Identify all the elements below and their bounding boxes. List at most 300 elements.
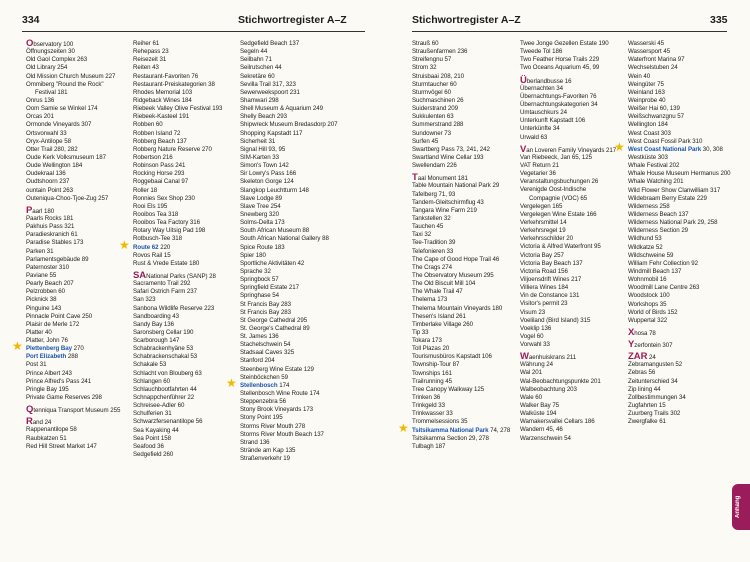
index-entry: Visitor's permit 23 (520, 300, 568, 308)
index-entry: Private Game Reserves 298 (26, 394, 102, 402)
index-entry: Prince Alfred's Pass 241 (26, 377, 92, 385)
index-entry: Veranstaltungsbuchungen 26 (520, 178, 599, 186)
index-entry: Taxi 32 (412, 231, 432, 239)
index-entry: Schlangen 60 (133, 377, 170, 385)
index-entry: Oude Kerk Volksmuseum 187 (26, 153, 106, 161)
index-entry: Sea Point 158 (133, 434, 171, 442)
index-entry: Rust & Vrede Estate 180 (133, 259, 200, 267)
index-entry: Walküste 194 (520, 410, 557, 418)
index-entry: Victoria & Alfred Waterfront 95 (520, 243, 601, 251)
index-entry: Scarborough 147 (133, 337, 180, 345)
header-rule-right (412, 31, 727, 32)
index-entry: Seilrutschen 44 (240, 64, 282, 72)
index-entry: Sundowner 73 (412, 129, 452, 137)
index-entry: Wal-Beobachtungspunkte 201 (520, 377, 601, 385)
index-entry: Suchmaschinen 26 (412, 96, 464, 104)
index-entry: Schlauchbootfahrten 44 (133, 385, 197, 393)
index-entry: Reiten 43 (133, 64, 159, 72)
section-letter: P (26, 204, 33, 216)
index-entry: Signal Hill 93, 95 (240, 145, 286, 153)
index-entry: Wassersport 45 (628, 48, 671, 56)
index-entry: Toll Plazas 20 (412, 345, 450, 353)
index-entry: Suiderstrand 209 (412, 105, 458, 113)
index-entry: Strauß 60 (412, 40, 439, 47)
index-entry: Tourismusbüros Kapstadt 106 (412, 353, 492, 361)
index-entry: Riebeek Valley Olive Festival 193 (133, 105, 223, 113)
index-entry: Workshops 35 (628, 300, 667, 308)
index-entry: Sir Lowry's Pass 166 (240, 170, 297, 178)
index-entry: Two Oceans Aquarium 45, 99 (520, 64, 600, 72)
side-tab-label: Anhang (735, 495, 741, 519)
index-entry: Stanford 204 (240, 357, 275, 365)
index-entry: Shopping Kapstadt 117 (240, 129, 303, 137)
index-entry: Compagnie (VOC) 65 (529, 194, 588, 202)
index-entry: Verkehrsregel 19 (520, 227, 566, 235)
index-entry: Rooi Els 195 (133, 202, 168, 210)
index-entry: Wein 40 (628, 72, 651, 80)
section-letter: Q (26, 404, 34, 416)
index-entry: Rovos Rail 15 (133, 251, 171, 259)
index-entry: Waterfront Marina 97 (628, 56, 685, 64)
index-entry: Zip lining 44 (628, 385, 661, 393)
index-entry: Timberlake Village 260 (412, 320, 474, 328)
index-entry: Qtenniqua Transport Museum 255 (26, 404, 121, 416)
index-entry: Paradise Stables 173 (26, 239, 84, 247)
index-entry: Wal 201 (520, 369, 542, 377)
index-entry: Old Library 254 (26, 64, 68, 72)
index-entry: Oryx-Antilope 58 (26, 137, 71, 145)
index-entry: Platter, John 76 (26, 337, 68, 345)
index-entry: Saronsberg Cellar 190 (133, 328, 194, 336)
index-entry: Tokara 173 (412, 337, 442, 345)
index-entry: Wilderness Section 29 (628, 227, 689, 235)
index-entry: Übernachten 34 (520, 84, 563, 92)
index-entry: Shamwari 298 (240, 96, 279, 104)
index-entry: Tauchen 45 (412, 223, 444, 231)
index-entry: Seilbahn 71 (240, 56, 272, 64)
index-entry: Sacramento Trail 292 (133, 280, 191, 288)
index-entry: World of Birds 152 (628, 308, 678, 316)
index-entry: Zebras 56 (628, 369, 656, 377)
index-entry: Wasserski 45 (628, 40, 665, 47)
index-entry: Riebeek-Kasteel 191 (133, 113, 190, 121)
index-entry: Rotbusch-Tee 318 (133, 235, 183, 243)
index-entry: Simon's Town 142 (240, 162, 289, 170)
index-entry: Paradieskranich 61 (26, 231, 78, 239)
index-entry: Tulbagh 187 (412, 442, 446, 450)
index-entry: Tangara Wine Farm 219 (412, 206, 477, 214)
index-entry: Wildkatze 52 (628, 243, 663, 251)
index-entry: Orcas 201 (26, 113, 54, 121)
index-entry: The Old Biscuit Mill 104 (412, 280, 476, 288)
index-entry: Sanbona Wildlife Reserve 223 (133, 304, 215, 312)
index-entry: Zollbestimmungen 34 (628, 393, 686, 401)
index-entry: Swellendam 226 (412, 162, 457, 170)
index-entry: Ridgeback Wines 184 (133, 96, 192, 104)
index-entry: Wuppertal 322 (628, 316, 668, 324)
header-title-right: Stichwortregister A–Z (412, 14, 521, 26)
index-entry: San 323 (133, 296, 156, 304)
index-entry: Springhase 54 (240, 292, 279, 300)
highlight-entry: West Coast National Park (628, 145, 702, 153)
index-entry: Solms-Delta 173 (240, 219, 285, 227)
index-entry: Trailrunning 45 (412, 377, 452, 385)
index-entry: Ommiberg "Round the Rock" (26, 80, 104, 88)
index-entry: Shell Museum & Aquarium 249 (240, 105, 323, 113)
index-entry: Tsitsikamma Section 29, 278 (412, 434, 489, 442)
index-entry: Wohnmobil 16 (628, 276, 667, 284)
index-entry: Paarls Rocks 181 (26, 214, 74, 222)
index-entry: Streifengnu 57 (412, 56, 452, 64)
index-column-3 (240, 40, 337, 463)
index-entry: Sandboarding 43 (133, 312, 180, 320)
index-entry: SIM-Karten 33 (240, 153, 279, 161)
index-entry: Observatory 100 (26, 38, 74, 49)
index-entry: Twee Jonge Gezellen Estate 190 (520, 40, 609, 47)
section-letter: W (520, 351, 529, 363)
index-entry: Tandem-Gleitschirmflug 43 (412, 198, 484, 206)
index-entry: Roller 18 (133, 186, 158, 194)
index-entry: Raubkatzen 51 (26, 434, 67, 442)
index-entry: Thesen's Island 261 (412, 312, 466, 320)
index-entry: Tweede Tol 186 (520, 48, 563, 56)
section-letter: V (520, 143, 527, 155)
index-entry: West Coast 303 (628, 129, 671, 137)
index-entry: Victoria Bay 257 (520, 251, 564, 259)
index-entry: Stachelschwein 54 (240, 341, 291, 349)
index-entry: Plaisir de Merle 172 (26, 320, 80, 328)
index-entry: Whale Watching 201 (628, 178, 684, 186)
index-entry: Pringle Bay 195 (26, 385, 69, 393)
index-entry: Vergelegen Wine Estate 166 (520, 210, 597, 218)
index-entry: Oudtshoorn 237 (26, 178, 70, 186)
index-entry: Swartland Wine Cellar 193 (412, 153, 484, 161)
index-entry: Wildebraam Berry Estate 229 (628, 194, 707, 202)
index-entry: Whale House Museum Hermanus 200 (628, 170, 731, 178)
index-entry: Van Loveren Family Vineyards 217 (520, 143, 617, 155)
index-entry: Robben Island 72 (133, 129, 181, 137)
index-entry: Picknick 38 (26, 296, 57, 304)
index-entry: Wildhund 53 (628, 235, 662, 243)
index-entry: Storms River Mouth 278 (240, 422, 306, 430)
index-entry: Strom 32 (412, 64, 437, 72)
index-entry: Safari Ostrich Farm 237 (133, 288, 198, 296)
index-entry: Wilderness National Park 29, 258 (628, 219, 718, 227)
index-entry: Sea Kayaking 44 (133, 426, 179, 434)
index-entry: Prince Albert 243 (26, 369, 72, 377)
index-entry: Weißer Hai 60, 139 (628, 105, 680, 113)
index-entry: Weißschwanzgnu 57 (628, 113, 685, 121)
index-entry: Sukkulenten 63 (412, 113, 454, 121)
index-entry: Two Feather Horse Trails 229 (520, 56, 600, 64)
index-entry: Viljoensdrift Wines 217 (520, 275, 582, 283)
index-entry: Slave Lodge 89 (240, 194, 282, 202)
index-entry: Swartberg Pass 73, 241, 242 (412, 145, 490, 153)
index-entry: Storms River Mouth Beach 137 (240, 430, 324, 438)
index-entry: ★ Tsitsikamma National Park 74, 278 (412, 427, 510, 435)
index-entry: Vogel 60 (520, 332, 544, 340)
index-entry: Währung 24 (520, 361, 553, 369)
index-entry: Westküste 303 (628, 153, 668, 161)
index-entry: Stadsaal Caves 325 (240, 349, 295, 357)
index-entry: Platter 40 (26, 328, 52, 336)
index-entry: Spice Route 183 (240, 243, 285, 251)
header-rule-left (22, 31, 365, 32)
index-entry: Schakale 53 (133, 361, 167, 369)
index-entry: Walker Bay 75 (520, 402, 560, 410)
index-entry: Umtauschkurs 24 (520, 109, 568, 117)
index-entry: Pakhuis Pass 321 (26, 223, 75, 231)
index-entry: ountain Point 263 (26, 186, 73, 194)
index-entry: Tree Canopy Walkway 125 (412, 385, 485, 393)
index-entry: Restaurant-Preiskategorien 38 (133, 80, 215, 88)
index-entry: Straußenfarmen 236 (412, 48, 468, 56)
index-entry: Strand 136 (240, 438, 270, 446)
header-page-number-right: 335 (710, 14, 728, 26)
index-entry: Robinson Pass 241 (133, 162, 186, 170)
index-entry: ★ Plettenberg Bay 270 (26, 345, 120, 353)
index-entry: Sevilla Trail 317, 323 (240, 80, 296, 88)
index-entry: Sedgefield Beach 137 (240, 40, 300, 47)
index-entry: Zugfahrten 15 (628, 402, 666, 410)
index-entry: Segeln 44 (240, 48, 268, 56)
header-page-number-left: 334 (22, 14, 40, 26)
index-entry: Unterkunft Kapstadt 106 (520, 117, 586, 125)
index-entry: Xhosa 78 (628, 326, 656, 338)
section-letter: X (628, 326, 635, 338)
section-letter: O (26, 38, 34, 49)
highlight-entry: Stellenbosch (240, 381, 278, 389)
index-entry: St Francis Bay 283 (240, 300, 291, 308)
index-entry: Windmill Beach 137 (628, 267, 682, 275)
index-entry: The Observatory Museum 295 (412, 271, 494, 279)
index-entry: Schreisee-Adler 60 (133, 402, 185, 410)
index-entry: VAT Return 21 (520, 161, 559, 169)
index-entry: Sedgefield 260 (133, 451, 174, 459)
index-entry: Snewberg 320 (240, 210, 280, 218)
index-entry: Tip 33 (412, 328, 429, 336)
index-entry: Parken 31 (26, 247, 54, 255)
index-entry: Slangkop Leuchtturm 148 (240, 186, 309, 194)
index-entry: Pinnacle Point Cave 250 (26, 312, 93, 320)
index-entry: Sandy Bay 136 (133, 320, 175, 328)
index-entry: Table Mountain National Park 29 (412, 182, 500, 190)
index-entry: Voeliland (Bird Island) 315 (520, 316, 591, 324)
index-entry: Übernachtungs-Favoriten 76 (520, 92, 597, 100)
index-entry: Übernachtungskategorien 34 (520, 100, 598, 108)
index-entry: Rhodes Memorial 103 (133, 88, 193, 96)
index-entry: Tee-Tradition 39 (412, 239, 456, 247)
index-entry: Sewerweekspoort 231 (240, 88, 300, 96)
index-entry: Festival 181 (35, 88, 68, 96)
index-entry: Rocking Horse 293 (133, 170, 185, 178)
index-entry: Oude Wellington 184 (26, 162, 83, 170)
index-entry: Onrus 136 (26, 96, 55, 104)
index-entry: Visum 23 (520, 308, 546, 316)
index-entry: Wellington 184 (628, 121, 668, 129)
index-entry: Villiera Wines 184 (520, 284, 569, 292)
index-entry: Stony Brook Vineyards 173 (240, 406, 314, 414)
index-entry: Wandern 45, 46 (520, 426, 563, 434)
index-entry: The Crags 274 (412, 263, 452, 271)
index-entry: Taal Monument 181 (412, 172, 468, 184)
index-entry: Verenigde Oost-Indische (520, 186, 587, 194)
index-column-4 (412, 40, 510, 451)
index-entry: Trinken 36 (412, 394, 441, 402)
index-entry: Woodstock 100 (628, 292, 670, 300)
index-entry: St. James 136 (240, 333, 279, 341)
index-entry: Ronnies Sex Shop 230 (133, 194, 195, 202)
index-entry: Oom Samie se Winkel 174 (26, 105, 98, 113)
section-letter: Y (628, 339, 635, 351)
index-entry: Thelema Mountain Vineyards 180 (412, 304, 503, 312)
index-entry: Tankstellen 32 (412, 214, 451, 222)
highlight-entry: Plettenberg Bay (26, 345, 73, 353)
index-entry: Pinguine 143 (26, 304, 62, 312)
index-entry: Woodmill Lane Centre 263 (628, 284, 700, 292)
index-entry: Warzenschwein 54 (520, 434, 571, 442)
index-entry: ★ West Coast National Park 30, 308 (628, 146, 731, 154)
index-entry: Rappenantilope 58 (26, 426, 77, 434)
index-entry: Schulferien 31 (133, 410, 172, 418)
index-entry: Slave Tree 254 (240, 202, 281, 210)
index-entry: Roggebaai Canal 97 (133, 178, 189, 186)
index-entry: Sturmvögel 60 (412, 88, 451, 96)
highlight-entry: Port Elizabeth (26, 353, 67, 361)
index-entry: Reiher 61 (133, 40, 160, 47)
index-entry: Vorwahl 33 (520, 341, 550, 349)
index-column-5 (520, 40, 616, 443)
index-column-1 (26, 40, 120, 451)
index-entry: Spier 180 (240, 251, 266, 259)
index-entry: Wale 60 (520, 393, 542, 401)
index-entry: Sekretäre 60 (240, 72, 275, 80)
index-entry: Steppenzebra 56 (240, 398, 287, 406)
header-title-left: Stichwortregister A–Z (238, 14, 347, 26)
index-entry: The Whale Trail 47 (412, 288, 463, 296)
index-entry: Straßenverkehr 19 (240, 455, 291, 463)
index-entry: Seafood 36 (133, 442, 164, 450)
index-entry: Walbeobachtung 203 (520, 385, 577, 393)
index-entry: Überlandbusse 16 (520, 74, 572, 86)
section-letter: Ü (520, 74, 527, 86)
index-entry: Skeleton Gorge 124 (240, 178, 294, 186)
section-letter: T (412, 172, 418, 184)
index-entry: Verkehrsschilder 20 (520, 235, 573, 243)
index-entry: Schnappchenführer 22 (133, 394, 195, 402)
section-letter: ZAR (628, 351, 648, 363)
index-entry: Wildschweine 59 (628, 251, 674, 259)
index-entry: Parlamentsgebäude 89 (26, 255, 89, 263)
index-entry: Wilderness Beach 137 (628, 210, 689, 218)
index-entry: Old Gaol Complex 263 (26, 56, 88, 64)
index-entry: Tafelberg 71, 93 (412, 190, 456, 198)
index-entry: Paarl 180 (26, 204, 55, 216)
index-entry: Trinkwasser 33 (412, 410, 453, 418)
index-entry: Ormonde Vineyards 307 (26, 121, 92, 129)
index-entry: Telefonieren 33 (412, 247, 454, 255)
section-letter: SA (133, 269, 147, 281)
index-entry: St Francis Bay 283 (240, 308, 291, 316)
index-entry: Thelema 173 (412, 296, 448, 304)
index-entry: Sicherheit 31 (240, 137, 276, 145)
index-entry: Steenberg Wine Estate 129 (240, 365, 314, 373)
index-entry: Robertson 216 (133, 153, 173, 161)
index-entry: Struisbaai 208, 210 (412, 72, 464, 80)
index-entry: The Cape of Good Hope Trail 46 (412, 255, 500, 263)
index-entry: Shipwreck Museum Bredasdorp 207 (240, 121, 338, 129)
index-column-2 (133, 40, 222, 459)
index-entry: Robben 60 (133, 121, 163, 129)
index-entry: Wechselstuben 24 (628, 64, 678, 72)
index-entry: Trommelsessions 35 (412, 418, 468, 426)
index-entry: Rand 24 (26, 416, 52, 428)
index-entry: Zwergfalke 61 (628, 418, 666, 426)
index-entry: Sportliche Aktivitäten 42 (240, 259, 305, 267)
index-entry: Waenhuiskrans 211 (520, 351, 577, 363)
index-entry: Pelzrobben 60 (26, 288, 65, 296)
index-entry: St. George's Cathedral 89 (240, 324, 310, 332)
index-entry: Schwarzfersenantilope 56 (133, 418, 203, 426)
index-entry: Springfield Estate 217 (240, 284, 299, 292)
index-entry: Weinprobe 40 (628, 96, 666, 104)
index-entry: Victoria Road 156 (520, 267, 568, 275)
index-entry: Outeniqua-Choo-Tjoe-Zug 257 (26, 194, 109, 202)
index-entry: Wilderness 258 (628, 202, 670, 210)
index-entry: Restaurant-Favoriten 76 (133, 72, 199, 80)
index-entry: Steinböckchen 59 (240, 373, 289, 381)
index-entry: South African Museum 88 (240, 227, 310, 235)
index-entry: Pearly Beach 207 (26, 280, 74, 288)
index-entry: Vegetarier 36 (520, 170, 556, 178)
index-entry: Schabrackenschakal 53 (133, 353, 198, 361)
index-entry: Schlacht von Blouberg 63 (133, 369, 202, 377)
index-entry: Paviane 55 (26, 271, 57, 279)
index-entry: Öffnungszeiten 30 (26, 48, 75, 56)
index-entry: Old Mission Church Museum 227 (26, 72, 116, 80)
index-entry: Strände am Kap 135 (240, 447, 296, 455)
index-entry: Post 31 (26, 361, 47, 369)
index-entry: Weinland 163 (628, 88, 665, 96)
index-entry: ★ Stellenbosch 174 (240, 382, 337, 390)
index-entry: Sprache 32 (240, 267, 271, 275)
index-entry: Rehepass 23 (133, 48, 169, 56)
index-entry: Summerstrand 288 (412, 121, 464, 129)
index-entry: Reisezeit 31 (133, 56, 167, 64)
index-entry: Shelly Beach 293 (240, 113, 287, 121)
index-entry: Verkehrsmittel 14 (520, 218, 567, 226)
index-entry: Yzerfontein 307 (628, 339, 673, 351)
index-entry: ★ Route 62 220 (133, 244, 222, 252)
index-entry: Wamakersvallei Cellars 186 (520, 418, 595, 426)
section-letter: R (26, 416, 33, 428)
index-entry: Oudekraal 136 (26, 170, 66, 178)
index-entry: William Fehr Collection 92 (628, 259, 699, 267)
index-entry: Schabrackenhyäne 53 (133, 345, 194, 353)
highlight-entry: Tsitsikamma National Park (412, 426, 489, 434)
index-entry: ZAR 24 (628, 351, 656, 363)
index-entry: Unterkünfte 34 (520, 125, 560, 133)
index-entry: Victoria Bay Beach 137 (520, 259, 583, 267)
index-entry: Van Riebeeck, Jan 65, 125 (520, 153, 593, 161)
side-tab (732, 484, 750, 530)
index-entry: Otter Trail 280, 282 (26, 145, 78, 153)
index-entry: Trinkgeld 33 (412, 402, 445, 410)
index-entry: Rooibos Tea 318 (133, 210, 179, 218)
index-entry: Port Elizabeth 288 (26, 353, 79, 361)
index-entry: Rotary Way Uitsig Pad 198 (133, 227, 206, 235)
index-entry: Zebramangusten 52 (628, 361, 683, 369)
